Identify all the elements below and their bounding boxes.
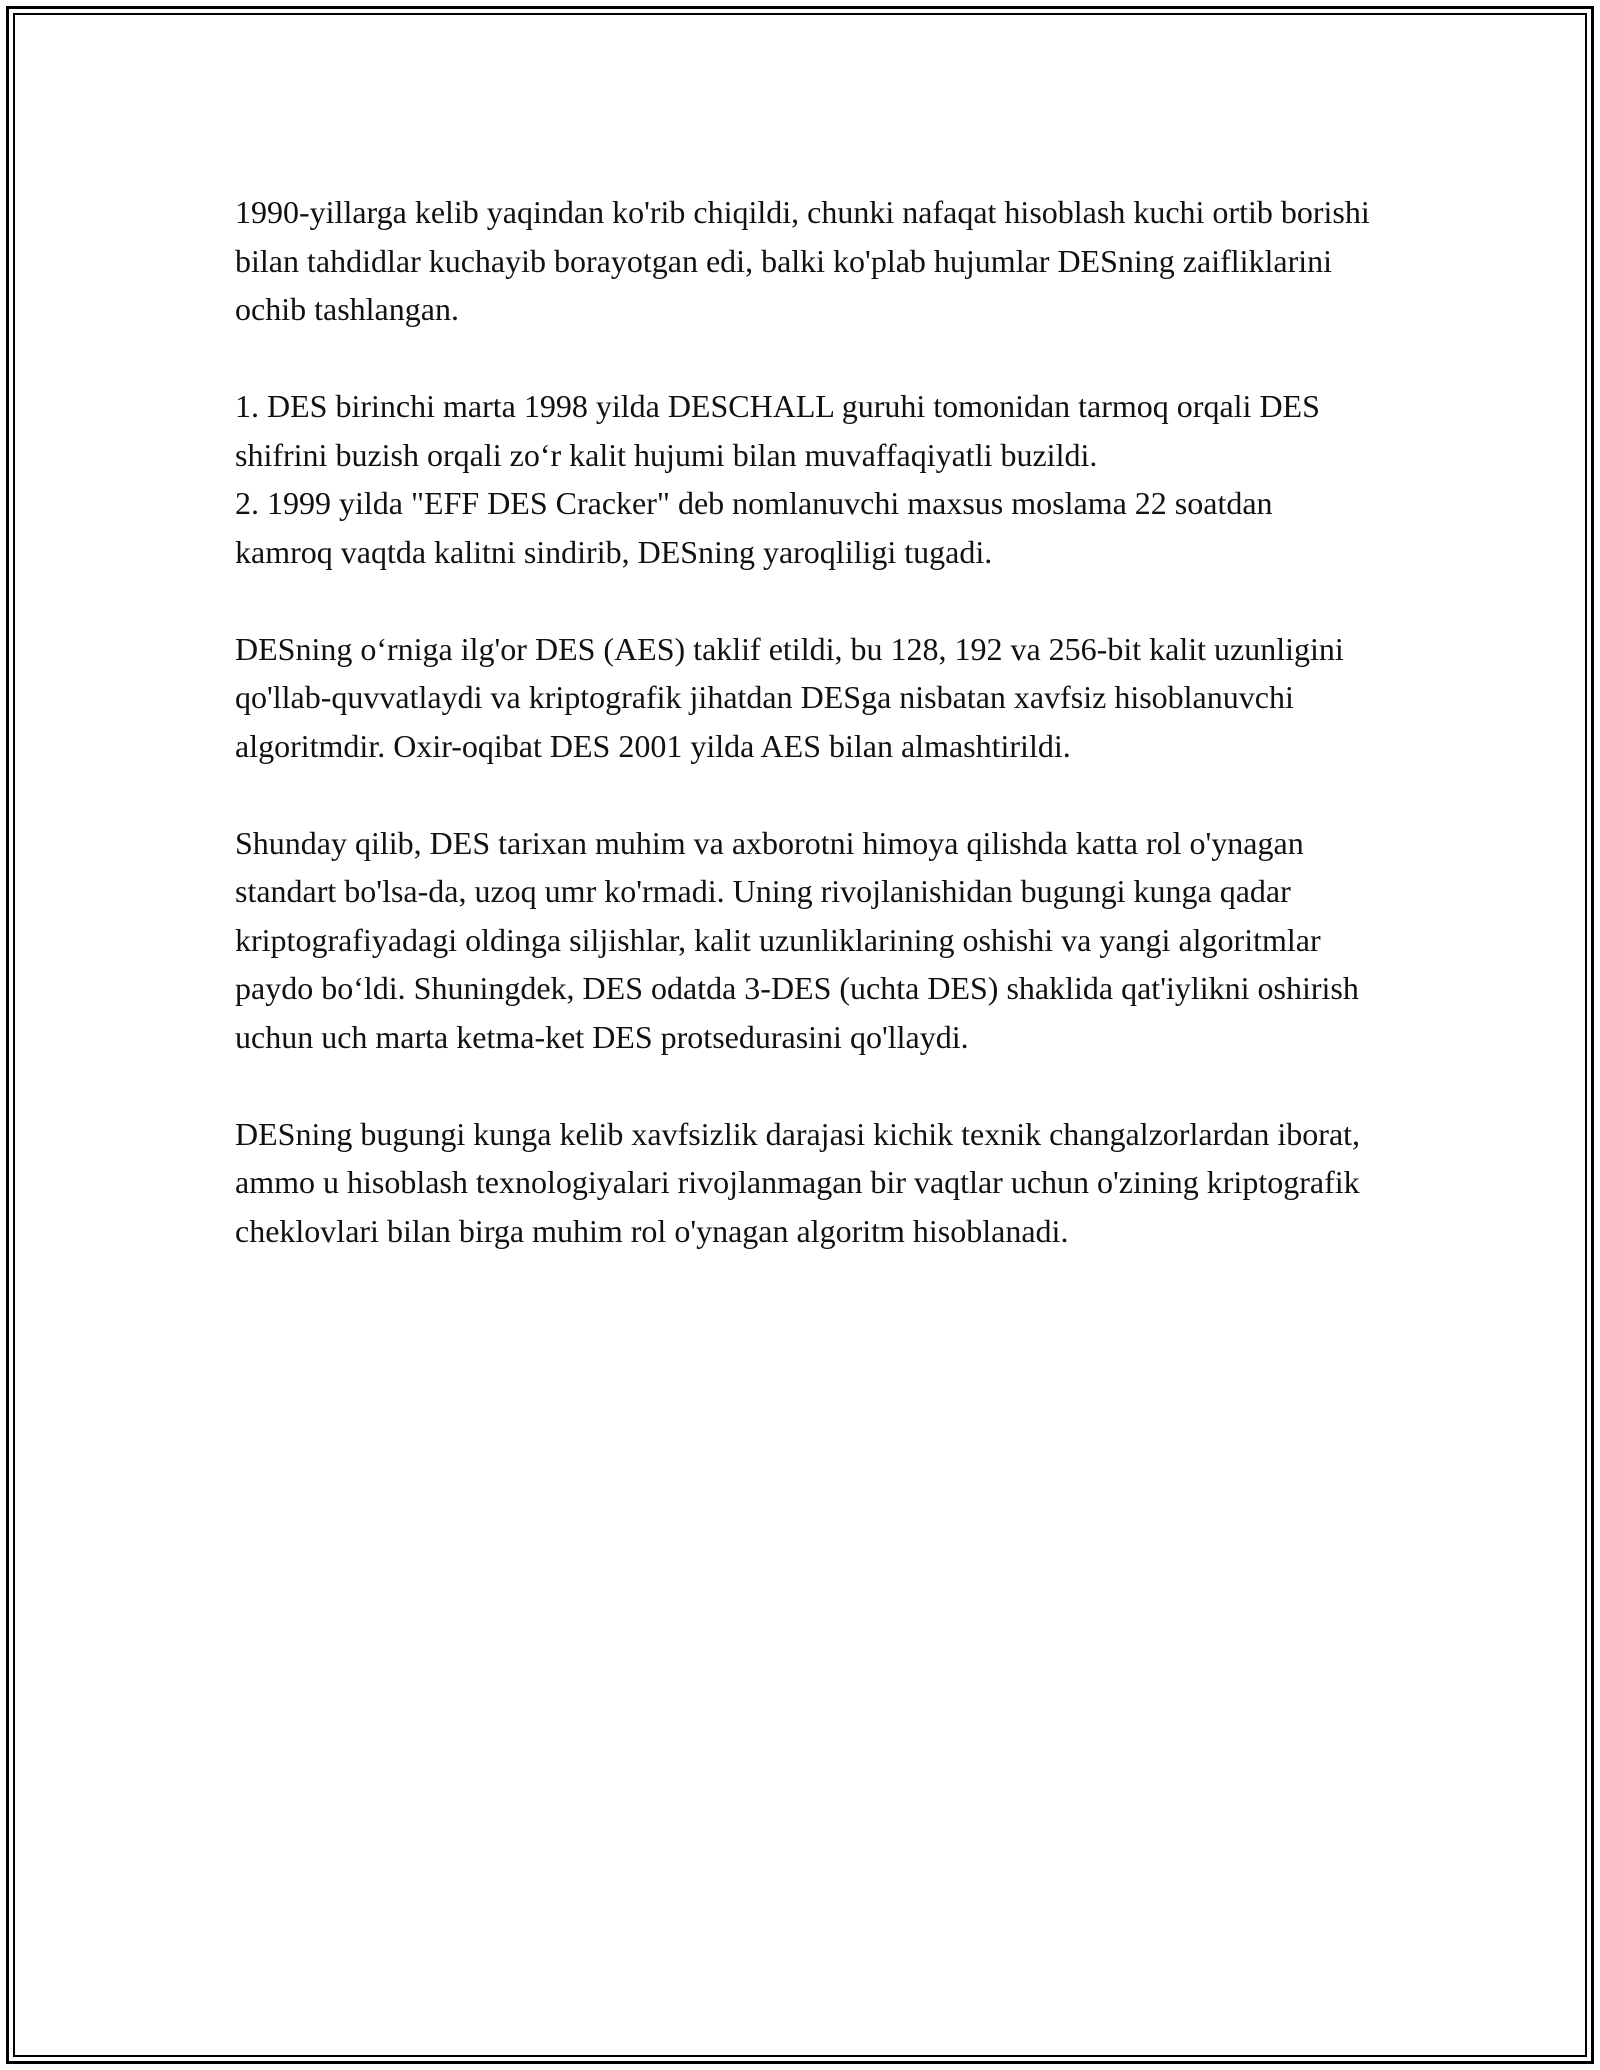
list-item: 1. DES birinchi marta 1998 yilda DESCHALL guruhi tomonidan tarmoq orqali DES shifrini buzish orqali zoʻr kalit hujumi bilan muvaffaqiyatli buzildi.: [235, 388, 1320, 473]
closing-paragraph: DESning bugungi kunga kelib xavfsizlik darajasi kichik texnik changalzorlardan iborat, ammo u hisoblash texnologiyalari rivojlanmagan bir vaqtlar uchun o'zining kriptografik cheklovlari bilan birga muhim rol o'ynagan algoritm hisoblanadi.: [235, 1115, 1361, 1249]
numbered-list: [235, 382, 1375, 576]
document-body: [235, 188, 1375, 1304]
summary-paragraph: Shunday qilib, DES tarixan muhim va axborotni himoya qilishda katta rol o'ynagan standart bo'lsa-da, uzoq umr ko'rmadi. Uning rivojlanishidan bugungi kunga qadar kriptografiyadagi oldinga siljishlar, kalit uzunliklarining oshishi va yangi algoritmlar paydo boʻldi. Shuningdek, DES odatda 3-DES (uchta DES) shaklida qat'iylikni oshirish uchun uch marta ketma-ket DES protsedurasini qo'llaydi.: [235, 824, 1359, 1055]
intro-paragraph: 1990-yillarga kelib yaqindan ko'rib chiqildi, chunki nafaqat hisoblash kuchi ortib borishi bilan tahdidlar kuchayib borayotgan edi, balki ko'plab hujumlar DESning zaifliklarini ochib tashlangan.: [235, 194, 1370, 327]
list-item: 2. 1999 yilda "EFF DES Cracker" deb nomlanuvchi maxsus moslama 22 soatdan kamroq vaqtda kalitni sindirib, DESning yaroqliligi tugadi.: [235, 485, 1273, 570]
aes-paragraph: DESning oʻrniga ilg'or DES (AES) taklif etildi, bu 128, 192 va 256-bit kalit uzunligini qo'llab-quvvatlaydi va kriptografik jihatdan DESga nisbatan xavfsiz hisoblanuvchi algoritmdir. Oxir-oqibat DES 2001 yilda AES bilan almashtirildi.: [235, 630, 1344, 764]
